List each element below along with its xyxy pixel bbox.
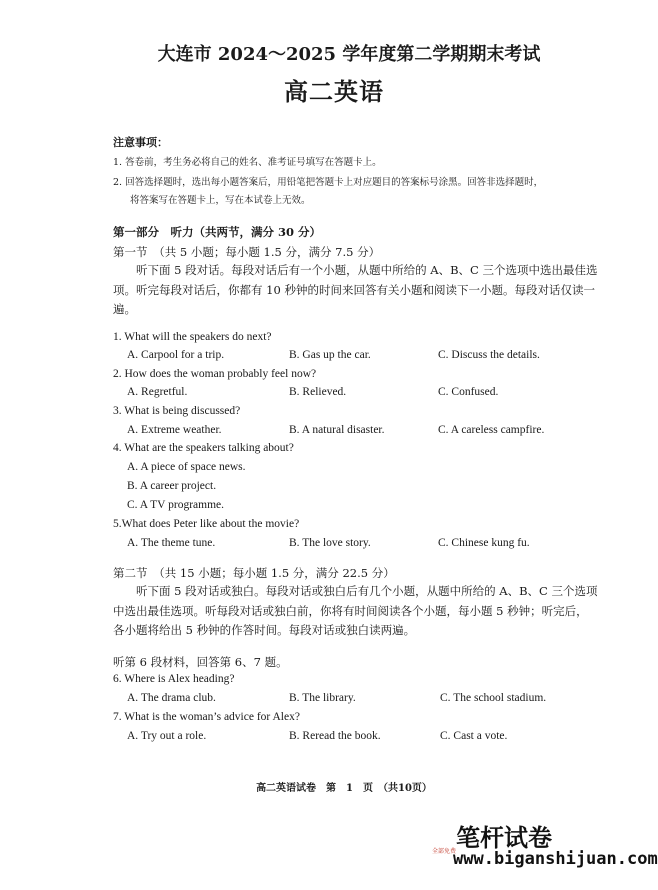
notes-heading: 注意事项： (113, 136, 168, 149)
note-item-1: 1. 答卷前，考生务必将自己的姓名、准考证号填写在答题卡上。 (113, 157, 382, 168)
question-1-stem: 1. What will the speakers do next? (113, 331, 272, 343)
question-3-option-c: C. A careless campfire. (438, 424, 545, 436)
question-3-option-b: B. A natural disaster. (289, 424, 385, 436)
question-1-option-b: B. Gas up the car. (289, 349, 371, 361)
question-5-stem: 5.What does Peter like about the movie? (113, 518, 300, 530)
question-2-option-a: A. Regretful. (127, 386, 188, 398)
question-3-option-a: A. Extreme weather. (127, 424, 222, 436)
exam-title: 大连市 2024～2025 学年度第二学期期末考试 (157, 44, 541, 65)
question-7-option-a: A. Try out a role. (127, 730, 207, 742)
material-note: 听第 6 段材料，回答第 6、7 题。 (113, 655, 288, 669)
question-6-option-a: A. The drama club. (127, 692, 216, 704)
section2-heading: 第二节 （共 15 小题；每小题 1.5 分，满分 22.5 分） (113, 566, 395, 580)
question-6-stem: 6. Where is Alex heading? (113, 673, 235, 685)
question-2-stem: 2. How does the woman probably feel now? (113, 368, 317, 380)
question-7-option-b: B. Reread the book. (289, 730, 381, 742)
question-4-option-a: A. A piece of space news. (127, 461, 246, 473)
question-5-option-c: C. Chinese kung fu. (438, 537, 530, 549)
subject-title: 高二英语 (284, 77, 384, 106)
note-item-2: 2. 回答选择题时，选出每小题答案后，用铅笔把答题卡上对应题目的答案标号涂黑。回答非选择题时， (113, 177, 544, 188)
question-2-option-c: C. Confused. (438, 386, 499, 398)
question-6-option-c: C. The school stadium. (440, 692, 547, 704)
question-4-option-b: B. A career project. (127, 480, 217, 492)
watermark-url: www.biganshijuan.com (453, 849, 658, 869)
watermark-brand: 笔杆试卷 (456, 824, 552, 852)
question-5-option-b: B. The love story. (289, 537, 371, 549)
note-item-2-cont: 将答案写在答题卡上，写在本试卷上无效。 (130, 195, 311, 206)
part1-heading: 第一部分 听力（共两节，满分 30 分） (113, 225, 322, 239)
question-5-option-a: A. The theme tune. (127, 537, 216, 549)
question-7-option-c: C. Cast a vote. (440, 730, 508, 742)
section1-instructions: 听下面 5 段对话。每段对话后有一个小题，从题中所给的 A、B、C 三个选项中选出最佳选项。听完每段对话后，你都有 10 秒钟的时间来回答有关小题和阅读下一小题。每段对话仅读一遍。 (113, 263, 598, 316)
question-1-option-c: C. Discuss the details. (438, 349, 540, 361)
question-4-option-c: C. A TV programme. (127, 499, 225, 511)
question-4-stem: 4. What are the speakers talking about? (113, 442, 294, 454)
question-3-stem: 3. What is being discussed? (113, 405, 241, 417)
watermark-badge: 全部免费 (432, 848, 457, 855)
question-7-stem: 7. What is the woman’s advice for Alex? (113, 711, 300, 723)
section2-instructions: 听下面 5 段对话或独白。每段对话或独白后有几个小题，从题中所给的 A、B、C 三个选项中选出最佳选项。听每段对话或独白前，你将有时间阅读各个小题，每小题 5 秒钟；听完后，各小题将给出 5 秒钟的作答时间。每段对话或独白读两遍。 (113, 584, 598, 637)
question-2-option-b: B. Relieved. (289, 386, 347, 398)
question-6-option-b: B. The library. (289, 692, 356, 704)
page-footer: 高二英语试卷 第 1 页 （共10页） (256, 783, 432, 794)
question-1-option-a: A. Carpool for a trip. (127, 349, 225, 361)
section1-heading: 第一节 （共 5 小题；每小题 1.5 分，满分 7.5 分） (113, 245, 381, 259)
